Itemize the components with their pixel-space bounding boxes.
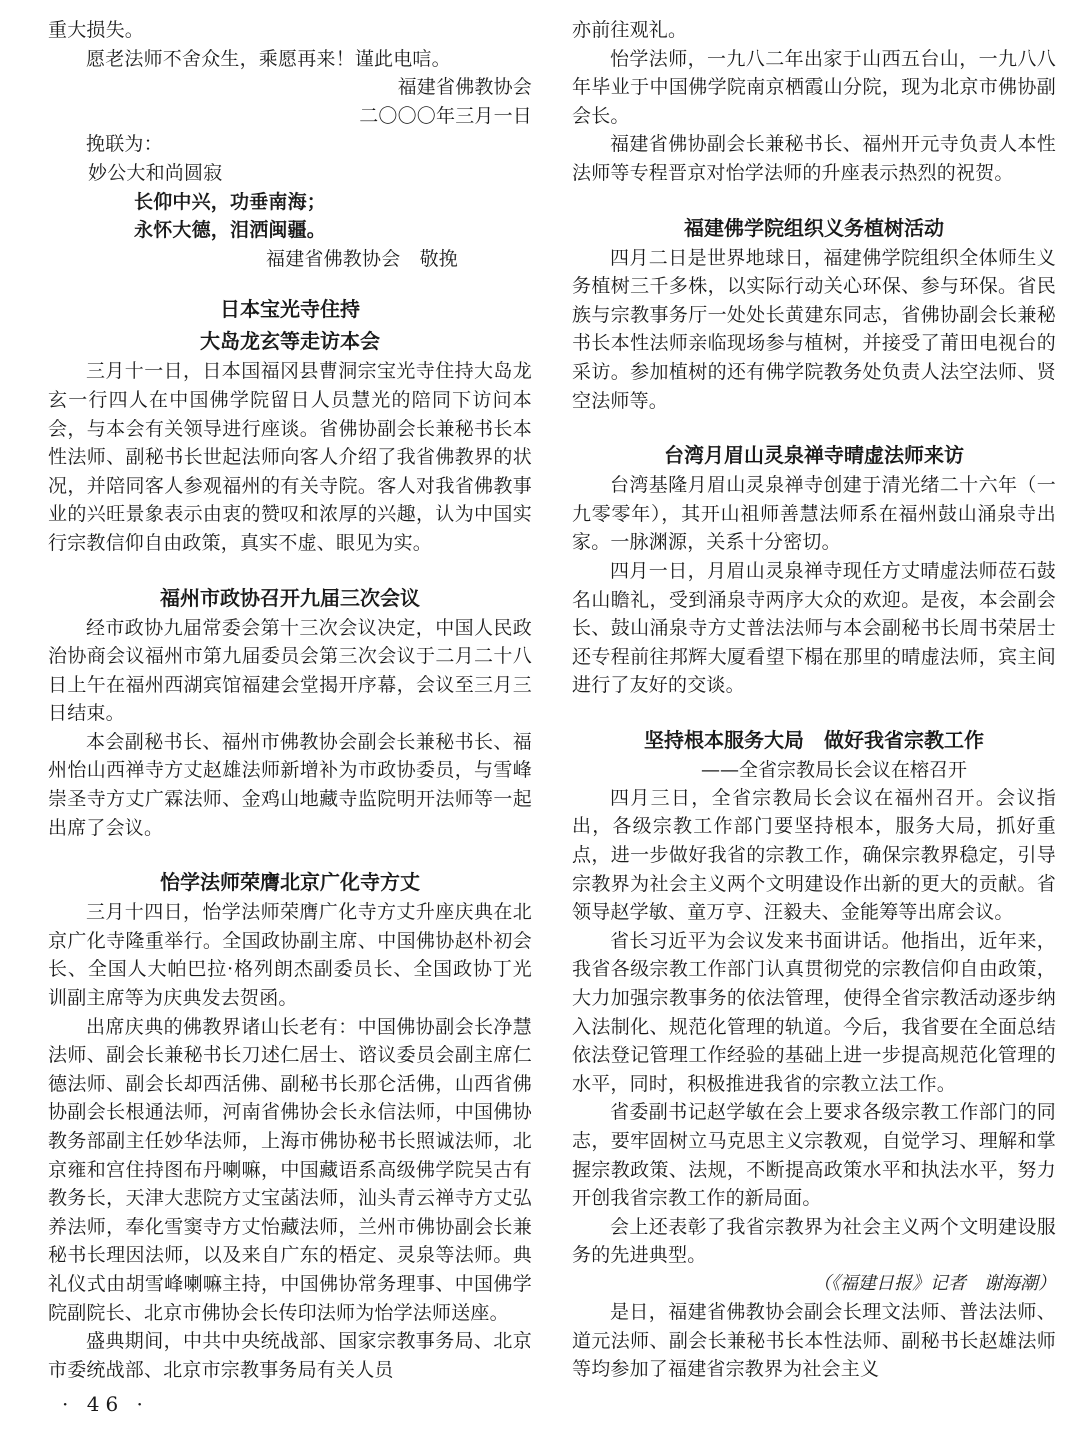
paragraph: 是日，福建省佛教协会副会长理文法师、普法法师、道元法师、副会长兼秘书长本性法师、副秘书长赵雄法师等均参加了福建省宗教界为社会主义 bbox=[572, 1300, 1056, 1381]
article-title: 福建佛学院组织义务植树活动 bbox=[684, 215, 944, 240]
paragraph: 会上还表彰了我省宗教界为社会主义两个文明建设服务的先进典型。 bbox=[572, 1215, 1056, 1267]
paragraph: 盛典期间，中共中央统战部、国家宗教事务局、北京市委统战部、北京市宗教事务局有关人员 bbox=[48, 1330, 532, 1381]
article-title: 大岛龙玄等走访本会 bbox=[200, 329, 380, 354]
paragraph: 台湾基隆月眉山灵泉禅寺创建于清光绪二十六年（一九零零年），其开山祖师善慧法师系在福州鼓山涌泉寺出家。一脉渊源，关系十分密切。 bbox=[572, 474, 1056, 554]
signature-line: 福建省佛教协会 bbox=[397, 76, 532, 99]
paragraph: 经市政协九届常委会第十三次会议决定，中国人民政治协商会议福州市第九届委员会第三次会议于二月二十八日上午在福州西湖宾馆福建会堂揭开序幕，会议至三月三日结束。 bbox=[48, 616, 532, 725]
paragraph: 福建省佛协副会长兼秘书长、福州开元寺负责人本性法师等专程晋京对怡学法师的升座表示热烈的祝贺。 bbox=[572, 133, 1056, 184]
article-title: 台湾月眉山灵泉禅寺晴虚法师来访 bbox=[664, 443, 964, 468]
article-subtitle: ——全省宗教局长会议在榕召开 bbox=[700, 758, 967, 781]
paragraph: 愿老法师不舍众生，乘愿再来！谨此电唁。 bbox=[86, 47, 451, 70]
paragraph: 本会副秘书长、福州市佛教协会副会长兼秘书长、福州怡山西禅寺方丈赵雄法师新增补为市政协委员，与雪峰崇圣寺方丈广霖法师、金鸡山地藏寺监院明开法师等一起出席了会议。 bbox=[48, 730, 532, 839]
paragraph: 三月十四日，怡学法师荣膺广化寺方丈升座庆典在北京广化寺隆重举行。全国政协副主席、中国佛协赵朴初会长、全国人大帕巴拉·格列朗杰副委员长、全国政协丁光训副主席等为庆典发去贺函。 bbox=[48, 901, 532, 1010]
paragraph: 三月十一日，日本国福冈县曹洞宗宝光寺住持大岛龙玄一行四人在中国佛学院留日人员慧光的陪同下访问本会，与本会有关领导进行座谈。省佛协副会长兼秘书长本性法师、副秘书长世起法师向客人介绍了我省佛教界的状况，并陪同客人参观福州的有关寺院。客人对我省佛教事业的兴旺景象表示由衷的赞叹和浓厚的兴趣，认为中国实行宗教信仰自由政策，真实不虚、眼见为实。 bbox=[48, 360, 532, 554]
couplet-line: 长仰中兴，功垂南海； bbox=[134, 190, 327, 213]
article-title: 福州市政协召开九届三次会议 bbox=[160, 585, 420, 610]
article-title: 怡学法师荣膺北京广化寺方丈 bbox=[160, 870, 420, 895]
paragraph: 省长习近平为会议发来书面讲话。他指出，近年来，我省各级宗教工作部门认真贯彻党的宗教信仰自由政策，大力加强宗教事务的依法管理，使得全省宗教活动逐步纳入法制化、规范化管理的轨道。今后，我省要在全面总结依法登记管理工作经验的基础上进一步提高规范化管理的水平，同时，积极推进我省的宗教立法工作。 bbox=[572, 929, 1056, 1095]
paragraph: 亦前往观礼。 bbox=[572, 19, 688, 41]
article-title: 日本宝光寺住持 bbox=[220, 297, 360, 322]
right-column bbox=[572, 16, 1056, 1384]
couplet-line: 永怀大德，泪洒闽疆。 bbox=[134, 219, 327, 242]
paragraph: 四月二日是世界地球日，福建佛学院组织全体师生义务植树三千多株，以实际行动关心环保、参与环保。省民族与宗教事务厅一处处长黄建东同志，省佛协副会长兼秘书长本性法师亲临现场参与植树，并接受了莆田电视台的采访。参加植树的还有佛学院教务处负责人法空法师、贤空法师等。 bbox=[572, 246, 1056, 412]
article-title: 坚持根本服务大局 做好我省宗教工作 bbox=[644, 727, 984, 752]
paragraph: 省委副书记赵学敏在会上要求各级宗教工作部门的同志，要牢固树立马克思主义宗教观，自觉学习、理解和掌握宗教政策、法规，不断提高政策水平和执法水平，努力开创我省宗教工作的新局面。 bbox=[572, 1101, 1056, 1210]
page-number: · 46 · bbox=[62, 1392, 149, 1416]
paragraph: 出席庆典的佛教界诸山长老有：中国佛协副会长净慧法师、副会长兼秘书长刀述仁居士、谘议委员会副主席仁德法师、副会长却西活佛、副秘书长那仑活佛，山西省佛协副会长根通法师，河南省佛协会长永信法师，中国佛协教务部副主任妙华法师，上海市佛协秘书长照诚法师，北京雍和宫住持图布丹喇嘛，中国藏语系高级佛学院吴古有教务长，天津大悲院方丈宝菡法师，汕头青云禅寺方丈弘养法师，奉化雪窦寺方丈怡藏法师，兰州市佛协副会长兼秘书长理因法师，以及来自广东的梧定、灵泉等法师。典礼仪式由胡雪峰喇嘛主持，中国佛协常务理事、中国佛学院副院长、北京市佛协会长传印法师为怡学法师送座。 bbox=[48, 1015, 532, 1324]
date-line: 二〇〇〇年三月一日 bbox=[359, 104, 532, 127]
couplet-title: 妙公大和尚圆寂 bbox=[88, 161, 223, 184]
paragraph: 四月一日，月眉山灵泉禅寺现任方丈晴虚法师莅石鼓名山瞻礼，受到涌泉寺两序大众的欢迎。是夜，本会副会长、鼓山涌泉寺方丈普法法师与本会副秘书长周书荣居士还专程前往邦辉大厦看望下榻在那里的晴虚法师，宾主间进行了友好的交谈。 bbox=[572, 559, 1056, 697]
signature-line: 福建省佛教协会 敬挽 bbox=[266, 247, 459, 270]
paragraph: 怡学法师，一九八二年出家于山西五台山，一九八八年毕业于中国佛学院南京栖霞山分院，现为北京市佛协副会长。 bbox=[572, 47, 1056, 127]
source-credit: （《福建日报》记者 谢海潮） bbox=[813, 1272, 1056, 1294]
paragraph: 挽联为： bbox=[86, 133, 163, 156]
left-column bbox=[48, 16, 532, 1384]
paragraph: 四月三日，全省宗教局长会议在福州召开。会议指出，各级宗教工作部门要坚持根本，服务大局，抓好重点，进一步做好我省的宗教工作，确保宗教界稳定，引导宗教界为社会主义两个文明建设作出新的更大的贡献。省领导赵学敏、童万亨、汪毅夫、金能筹等出席会议。 bbox=[572, 786, 1056, 924]
paragraph: 重大损失。 bbox=[48, 19, 145, 41]
